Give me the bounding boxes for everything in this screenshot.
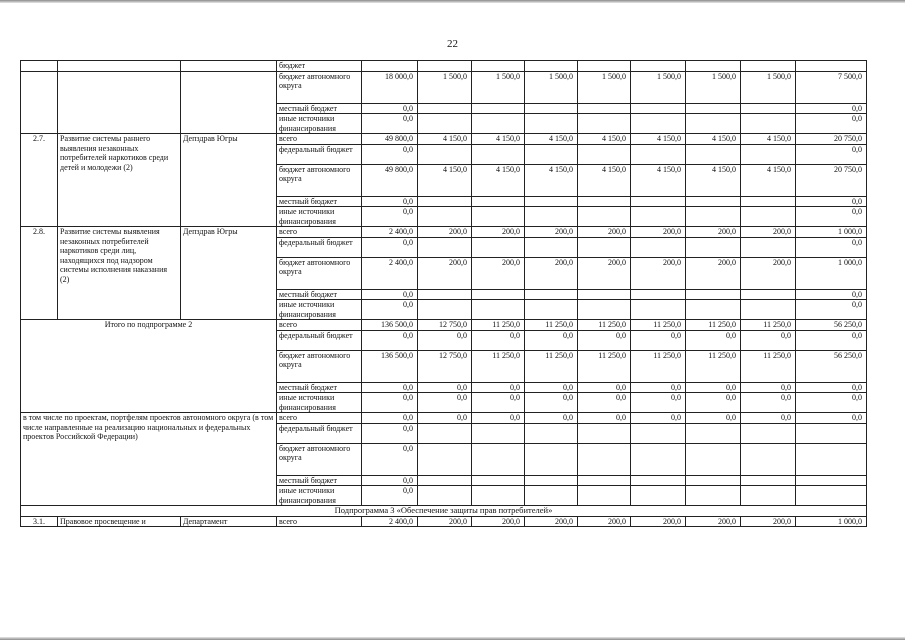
item-number: 2.8. bbox=[21, 227, 58, 320]
cell-value: 200,0 bbox=[631, 516, 686, 527]
cell-source: иные источники финансирования bbox=[277, 393, 362, 413]
cell-value: 200,0 bbox=[578, 516, 631, 527]
cell-value: 0,0 bbox=[578, 330, 631, 350]
cell-value: 4 150,0 bbox=[578, 134, 631, 145]
cell-source: федеральный бюджет bbox=[277, 330, 362, 350]
cell-value-total: 1 000,0 bbox=[796, 516, 867, 527]
cell-value bbox=[578, 486, 631, 506]
cell-value bbox=[741, 196, 796, 207]
cell-value-total: 1 000,0 bbox=[796, 257, 867, 289]
cell-value bbox=[525, 237, 578, 257]
cell-value bbox=[741, 443, 796, 475]
item-executor: Депздрав Югры bbox=[181, 134, 277, 227]
cell-name bbox=[58, 71, 181, 134]
item-number: 3.1. bbox=[21, 516, 58, 527]
cell-value: 1 500,0 bbox=[525, 71, 578, 103]
cell-value bbox=[631, 475, 686, 486]
subprogram-title: Подпрограмма 3 «Обеспечение защиты прав потребителей» bbox=[21, 506, 867, 517]
cell-value bbox=[631, 237, 686, 257]
cell-value bbox=[472, 144, 525, 164]
cell-value: 0,0 bbox=[362, 330, 418, 350]
cell-value bbox=[418, 423, 472, 443]
table-row bbox=[21, 516, 867, 527]
cell-value: 0,0 bbox=[578, 393, 631, 413]
cell-value bbox=[472, 237, 525, 257]
cell-value: 2 400,0 bbox=[362, 257, 418, 289]
cell-value-total bbox=[796, 486, 867, 506]
cell-value: 4 150,0 bbox=[686, 134, 741, 145]
cell-value bbox=[741, 475, 796, 486]
cell-value-total: 20 750,0 bbox=[796, 164, 867, 196]
cell-value: 4 150,0 bbox=[472, 164, 525, 196]
cell-value bbox=[472, 289, 525, 300]
cell-value-total: 0,0 bbox=[796, 207, 867, 227]
cell-value: 4 150,0 bbox=[686, 164, 741, 196]
cell-value: 0,0 bbox=[472, 330, 525, 350]
cell-value-total: 0,0 bbox=[796, 237, 867, 257]
cell-value bbox=[686, 237, 741, 257]
cell-value: 4 150,0 bbox=[741, 164, 796, 196]
scan-edge-top bbox=[0, 0, 905, 3]
subtotal-label: Итого по подпрограмме 2 bbox=[21, 320, 277, 413]
cell-value: 4 150,0 bbox=[525, 164, 578, 196]
cell-value: 200,0 bbox=[741, 227, 796, 238]
cell-value: 11 250,0 bbox=[472, 350, 525, 382]
cell-value bbox=[686, 196, 741, 207]
table-row bbox=[21, 413, 867, 424]
cell-value bbox=[472, 114, 525, 134]
cell-value: 200,0 bbox=[686, 227, 741, 238]
cell-value: 200,0 bbox=[631, 257, 686, 289]
cell-value-total: 20 750,0 bbox=[796, 134, 867, 145]
cell-value: 49 800,0 bbox=[362, 164, 418, 196]
cell-value: 0,0 bbox=[472, 382, 525, 393]
cell-value bbox=[525, 486, 578, 506]
cell-value: 0,0 bbox=[362, 289, 418, 300]
cell-value bbox=[741, 289, 796, 300]
cell-value: 0,0 bbox=[631, 413, 686, 424]
cell-value: 136 500,0 bbox=[362, 320, 418, 331]
cell-value bbox=[525, 289, 578, 300]
cell-value bbox=[472, 423, 525, 443]
cell-value: 0,0 bbox=[741, 413, 796, 424]
item-name: Развитие системы выявления незаконных потребителей наркотиков среди лиц, находящихся под надзором системы исполнения наказания (2) bbox=[58, 227, 181, 320]
cell-value bbox=[631, 300, 686, 320]
cell-value: 0,0 bbox=[525, 330, 578, 350]
cell-value bbox=[741, 207, 796, 227]
cell-value: 0,0 bbox=[741, 393, 796, 413]
cell-value-total bbox=[796, 443, 867, 475]
cell-value bbox=[741, 144, 796, 164]
cell-value: 0,0 bbox=[686, 330, 741, 350]
cell-value bbox=[578, 103, 631, 114]
cell-value bbox=[418, 144, 472, 164]
cell-value: 1 500,0 bbox=[686, 71, 741, 103]
cell-value: 0,0 bbox=[418, 413, 472, 424]
cell-value: 0,0 bbox=[578, 382, 631, 393]
cell-value-total: 0,0 bbox=[796, 196, 867, 207]
section-row bbox=[21, 506, 867, 517]
cell-value: 200,0 bbox=[472, 257, 525, 289]
item-number: 2.7. bbox=[21, 134, 58, 227]
cell-value-total bbox=[796, 423, 867, 443]
cell-value: 0,0 bbox=[741, 382, 796, 393]
cell-value bbox=[472, 443, 525, 475]
cell-value bbox=[418, 103, 472, 114]
cell-value bbox=[418, 475, 472, 486]
cell-value bbox=[741, 486, 796, 506]
cell-value bbox=[631, 443, 686, 475]
cell-value-total: 1 000,0 bbox=[796, 227, 867, 238]
cell-value: 4 150,0 bbox=[578, 164, 631, 196]
cell-source: местный бюджет bbox=[277, 196, 362, 207]
cell-value: 11 250,0 bbox=[578, 320, 631, 331]
cell-value: 0,0 bbox=[578, 413, 631, 424]
cell-source: бюджет автономного округа bbox=[277, 257, 362, 289]
cell-value bbox=[525, 423, 578, 443]
cell-value: 0,0 bbox=[686, 382, 741, 393]
cell-value: 1 500,0 bbox=[741, 71, 796, 103]
cell-value: 11 250,0 bbox=[686, 350, 741, 382]
cell-value: 200,0 bbox=[418, 516, 472, 527]
cell-value bbox=[472, 475, 525, 486]
cell-value: 11 250,0 bbox=[525, 350, 578, 382]
cell-value bbox=[578, 289, 631, 300]
cell-value bbox=[472, 103, 525, 114]
cell-value bbox=[631, 103, 686, 114]
cell-value: 0,0 bbox=[362, 103, 418, 114]
cell-value bbox=[741, 237, 796, 257]
cell-value: 200,0 bbox=[418, 257, 472, 289]
cell-value: 0,0 bbox=[686, 393, 741, 413]
cell-value: 0,0 bbox=[631, 393, 686, 413]
cell-value bbox=[525, 196, 578, 207]
cell-value: 0,0 bbox=[418, 330, 472, 350]
cell-value-total: 0,0 bbox=[796, 114, 867, 134]
cell-source: всего bbox=[277, 134, 362, 145]
cell-value: 200,0 bbox=[686, 516, 741, 527]
cell-value: 0,0 bbox=[362, 486, 418, 506]
cell-source: иные источники финансирования bbox=[277, 486, 362, 506]
cell-value: 4 150,0 bbox=[418, 164, 472, 196]
cell-value: 11 250,0 bbox=[525, 320, 578, 331]
cell-value bbox=[472, 300, 525, 320]
cell-number bbox=[21, 71, 58, 134]
cell-source: федеральный бюджет bbox=[277, 237, 362, 257]
cell-value-total: 0,0 bbox=[796, 144, 867, 164]
cell-value: 0,0 bbox=[418, 382, 472, 393]
cell-executor bbox=[181, 71, 277, 134]
cell-value bbox=[418, 114, 472, 134]
cell-value bbox=[578, 114, 631, 134]
cell-value: 200,0 bbox=[686, 257, 741, 289]
page-number: 22 bbox=[447, 38, 458, 50]
cell-value-total bbox=[796, 475, 867, 486]
cell-value: 18 000,0 bbox=[362, 71, 418, 103]
cell-source: местный бюджет bbox=[277, 289, 362, 300]
cell-value: 0,0 bbox=[418, 393, 472, 413]
cell-value: 11 250,0 bbox=[631, 350, 686, 382]
cell-value bbox=[418, 486, 472, 506]
cell-source: федеральный бюджет bbox=[277, 144, 362, 164]
cell-value: 200,0 bbox=[525, 227, 578, 238]
cell-value-total: 0,0 bbox=[796, 413, 867, 424]
cell-value: 11 250,0 bbox=[741, 320, 796, 331]
cell-value bbox=[418, 300, 472, 320]
cell-value: 49 800,0 bbox=[362, 134, 418, 145]
cell-value: 200,0 bbox=[741, 257, 796, 289]
item-executor: Департамент bbox=[181, 516, 277, 527]
cell-value: 200,0 bbox=[578, 227, 631, 238]
cell-value bbox=[631, 289, 686, 300]
cell-source: иные источники финансирования bbox=[277, 207, 362, 227]
cell-value bbox=[418, 237, 472, 257]
cell-value bbox=[686, 144, 741, 164]
cell-value bbox=[631, 486, 686, 506]
cell-value bbox=[686, 114, 741, 134]
cell-value bbox=[631, 144, 686, 164]
cell-source: местный бюджет bbox=[277, 103, 362, 114]
cell-value bbox=[578, 207, 631, 227]
cell-value bbox=[472, 486, 525, 506]
cell-value: 0,0 bbox=[362, 300, 418, 320]
cell-value bbox=[578, 443, 631, 475]
cell-value bbox=[631, 207, 686, 227]
cell-value-total: 0,0 bbox=[796, 393, 867, 413]
cell-value: 0,0 bbox=[362, 144, 418, 164]
cell-source: иные источники финансирования bbox=[277, 300, 362, 320]
cell-value: 200,0 bbox=[472, 516, 525, 527]
cell-source: всего bbox=[277, 516, 362, 527]
cell-number bbox=[21, 61, 58, 72]
cell-source: всего bbox=[277, 320, 362, 331]
cell-value: 4 150,0 bbox=[631, 134, 686, 145]
cell-value-total: 56 250,0 bbox=[796, 350, 867, 382]
cell-value bbox=[686, 289, 741, 300]
cell-source: бюджет автономного округа bbox=[277, 164, 362, 196]
cell-value: 11 250,0 bbox=[741, 350, 796, 382]
cell-value bbox=[578, 475, 631, 486]
cell-value: 11 250,0 bbox=[631, 320, 686, 331]
cell-value: 4 150,0 bbox=[525, 134, 578, 145]
cell-value: 4 150,0 bbox=[741, 134, 796, 145]
cell-value: 0,0 bbox=[525, 393, 578, 413]
cell-value: 0,0 bbox=[472, 393, 525, 413]
cell-value: 0,0 bbox=[362, 475, 418, 486]
cell-value: 11 250,0 bbox=[686, 320, 741, 331]
cell-value bbox=[741, 423, 796, 443]
table-row bbox=[21, 61, 867, 72]
cell-source: бюджет автономного округа bbox=[277, 443, 362, 475]
cell-value-total: 56 250,0 bbox=[796, 320, 867, 331]
cell-value bbox=[578, 144, 631, 164]
cell-value bbox=[525, 443, 578, 475]
financing-table bbox=[20, 60, 867, 527]
cell-value bbox=[741, 300, 796, 320]
cell-value: 200,0 bbox=[525, 257, 578, 289]
cell-value: 4 150,0 bbox=[472, 134, 525, 145]
cell-value bbox=[418, 207, 472, 227]
cell-value bbox=[525, 300, 578, 320]
cell-value bbox=[741, 114, 796, 134]
cell-source: бюджет автономного округа bbox=[277, 71, 362, 103]
cell-value bbox=[686, 475, 741, 486]
table-row bbox=[21, 71, 867, 103]
cell-value bbox=[686, 300, 741, 320]
cell-value-total: 0,0 bbox=[796, 289, 867, 300]
cell-value: 0,0 bbox=[472, 413, 525, 424]
cell-value bbox=[578, 237, 631, 257]
cell-source: местный бюджет bbox=[277, 475, 362, 486]
cell-value: 200,0 bbox=[525, 516, 578, 527]
cell-value-total: 0,0 bbox=[796, 300, 867, 320]
cell-value: 0,0 bbox=[362, 237, 418, 257]
cell-value: 0,0 bbox=[631, 330, 686, 350]
cell-value: 0,0 bbox=[525, 382, 578, 393]
cell-value: 0,0 bbox=[741, 330, 796, 350]
cell-value-total: 0,0 bbox=[796, 330, 867, 350]
cell-value bbox=[741, 103, 796, 114]
cell-source: местный бюджет bbox=[277, 382, 362, 393]
cell-value bbox=[631, 423, 686, 443]
cell-value bbox=[418, 443, 472, 475]
cell-value-total: 0,0 bbox=[796, 382, 867, 393]
cell-source: всего bbox=[277, 227, 362, 238]
cell-value bbox=[686, 443, 741, 475]
cell-value: 1 500,0 bbox=[472, 71, 525, 103]
cell-value: 4 150,0 bbox=[418, 134, 472, 145]
cell-value: 1 500,0 bbox=[418, 71, 472, 103]
cell-value bbox=[472, 207, 525, 227]
cell-value: 200,0 bbox=[418, 227, 472, 238]
cell-value-total: 0,0 bbox=[796, 103, 867, 114]
cell-value: 200,0 bbox=[741, 516, 796, 527]
cell-value bbox=[418, 196, 472, 207]
cell-value: 2 400,0 bbox=[362, 227, 418, 238]
cell-value bbox=[686, 207, 741, 227]
cell-value bbox=[578, 196, 631, 207]
projects-label: в том числе по проектам, портфелям проектов автономного округа (в том числе направленные на реализацию национальных и федеральных проектов Российской Федерации) bbox=[21, 413, 277, 506]
cell-value: 0,0 bbox=[362, 382, 418, 393]
cell-value bbox=[578, 300, 631, 320]
cell-value: 136 500,0 bbox=[362, 350, 418, 382]
cell-value bbox=[525, 114, 578, 134]
cell-value: 0,0 bbox=[631, 382, 686, 393]
cell-value: 0,0 bbox=[362, 413, 418, 424]
cell-value: 4 150,0 bbox=[631, 164, 686, 196]
cell-value bbox=[686, 486, 741, 506]
cell-value: 0,0 bbox=[362, 114, 418, 134]
cell-value bbox=[686, 103, 741, 114]
cell-value bbox=[631, 114, 686, 134]
cell-value bbox=[525, 207, 578, 227]
cell-value: 200,0 bbox=[631, 227, 686, 238]
cell-value: 0,0 bbox=[362, 393, 418, 413]
cell-value: 200,0 bbox=[578, 257, 631, 289]
cell-value: 2 400,0 bbox=[362, 516, 418, 527]
cell-source: иные источники финансирования bbox=[277, 114, 362, 134]
cell-value: 11 250,0 bbox=[472, 320, 525, 331]
cell-value-total: 7 500,0 bbox=[796, 71, 867, 103]
cell-value: 0,0 bbox=[362, 196, 418, 207]
cell-value: 0,0 bbox=[362, 443, 418, 475]
cell-value bbox=[418, 289, 472, 300]
cell-source: федеральный бюджет bbox=[277, 423, 362, 443]
cell-value: 200,0 bbox=[472, 227, 525, 238]
cell-value: 1 500,0 bbox=[578, 71, 631, 103]
cell-value bbox=[631, 196, 686, 207]
table-body bbox=[21, 61, 867, 527]
cell-value bbox=[525, 144, 578, 164]
cell-value: 0,0 bbox=[686, 413, 741, 424]
cell-value: 0,0 bbox=[362, 207, 418, 227]
cell-value: 12 750,0 bbox=[418, 320, 472, 331]
cell-value: 12 750,0 bbox=[418, 350, 472, 382]
cell-value bbox=[472, 196, 525, 207]
item-name: Развитие системы раннего выявления незаконных потребителей наркотиков среди детей и молодежи (2) bbox=[58, 134, 181, 227]
cell-value bbox=[578, 423, 631, 443]
cell-value: 1 500,0 bbox=[631, 71, 686, 103]
cell-source: всего bbox=[277, 413, 362, 424]
cell-value bbox=[525, 103, 578, 114]
cell-value: 11 250,0 bbox=[578, 350, 631, 382]
item-name: Правовое просвещение и bbox=[58, 516, 181, 527]
cell-value: 0,0 bbox=[362, 423, 418, 443]
cell-value bbox=[525, 475, 578, 486]
cell-name bbox=[58, 61, 181, 72]
table-row bbox=[21, 320, 867, 331]
cell-value: 0,0 bbox=[525, 413, 578, 424]
cell-executor bbox=[181, 61, 277, 72]
cell-source: бюджет автономного округа bbox=[277, 350, 362, 382]
cell-source: бюджет bbox=[277, 61, 362, 72]
table-row bbox=[21, 227, 867, 238]
item-executor: Депздрав Югры bbox=[181, 227, 277, 320]
table-row bbox=[21, 134, 867, 145]
cell-value bbox=[686, 423, 741, 443]
